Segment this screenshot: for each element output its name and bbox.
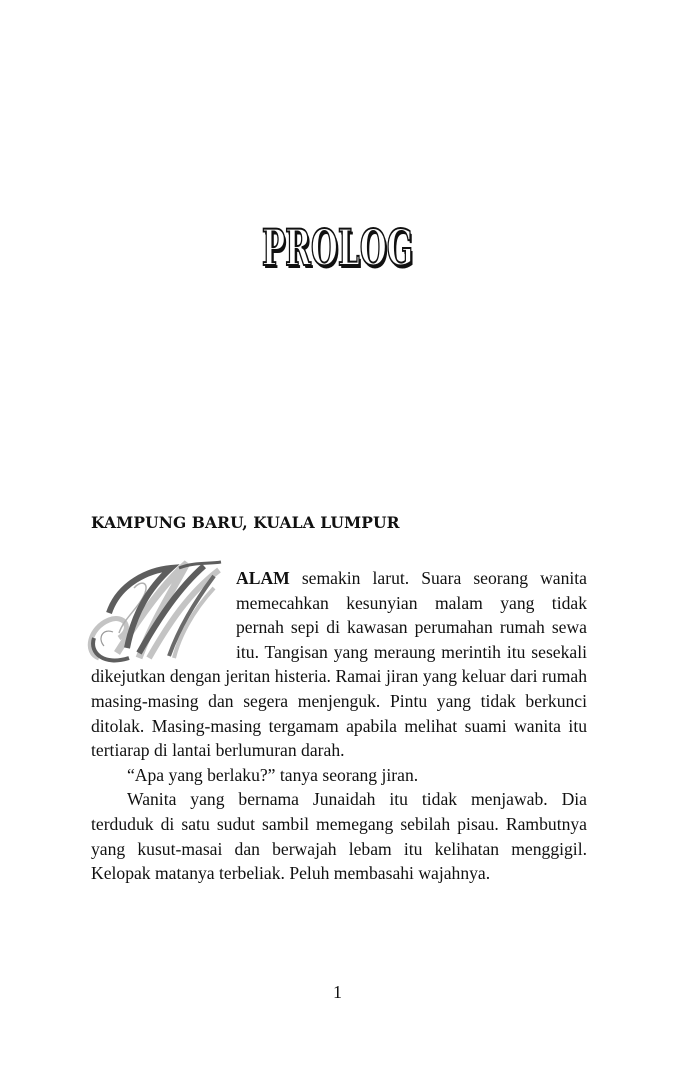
- drop-cap-m-icon: [91, 566, 227, 664]
- chapter-title: PROLOG: [261, 218, 414, 277]
- page-number: 1: [333, 982, 342, 1002]
- paragraph-3: Wanita yang bernama Junaidah itu tidak menjawab. Dia terduduk di satu sudut sambil memegang sebilah pisau. Rambutnya yang kusut-masai dan berwajah lebam itu kelihatan menggigil. Kelopak matanya terbeliak. Peluh membasahi wajahnya.: [91, 789, 587, 884]
- location-heading: KAMPUNG BARU, KUALA LUMPUR: [91, 513, 400, 532]
- body-text: [91, 566, 587, 886]
- paragraph-2: “Apa yang berlaku?” tanya seorang jiran.: [127, 764, 419, 785]
- paragraph-1: ALAM semakin larut. Suara seorang wanita memecahkan kesunyian malam yang tidak pernah sepi di kawasan perumahan rumah sewa itu. Tangisan yang meraung merintih itu sesekali dikejutkan dengan jeritan histeria. Ramai jiran yang keluar dari rumah masing-masing dan segera menjenguk. Pintu yang tidak berkunci ditolak. Masing-masing tergamam apabila melihat suami wanita itu tertiarap di lantai berlumuran darah.: [91, 568, 587, 761]
- lead-word: ALAM: [236, 568, 290, 588]
